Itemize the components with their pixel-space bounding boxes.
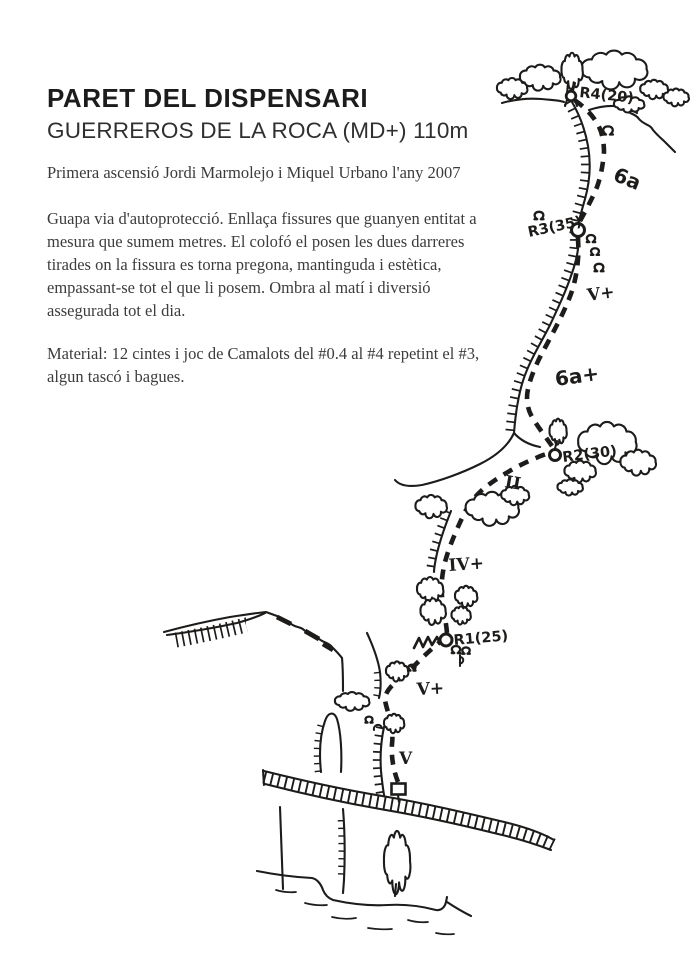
tree-icon bbox=[561, 53, 582, 89]
grade-label-6aplus: 6a+ bbox=[553, 361, 601, 391]
piton-icon bbox=[462, 647, 470, 653]
piton-icon bbox=[535, 212, 544, 219]
belay-circle-r1 bbox=[440, 634, 452, 646]
trail-path bbox=[263, 770, 554, 850]
piton-icon bbox=[587, 235, 596, 242]
route-pitch4 bbox=[573, 99, 604, 221]
pillar-left-edge bbox=[280, 807, 283, 889]
belay-label-r1: R1(25) bbox=[452, 628, 509, 649]
route-pitch3 bbox=[527, 237, 578, 446]
page-title: PARET DEL DISPENSARI bbox=[47, 83, 369, 113]
ridge-step-line bbox=[342, 658, 343, 691]
bush-icon bbox=[451, 606, 470, 624]
bush-icon bbox=[384, 714, 404, 733]
piton-icon bbox=[365, 717, 372, 723]
chimney-arch bbox=[320, 714, 341, 772]
piton-icon bbox=[591, 248, 599, 255]
bush-icon bbox=[455, 586, 477, 607]
ridge-shading bbox=[176, 617, 333, 650]
tree-trunk bbox=[395, 884, 396, 896]
start-sign bbox=[392, 784, 406, 795]
piton-icon bbox=[460, 655, 463, 666]
piton-icon bbox=[603, 126, 613, 134]
protection-symbols bbox=[365, 91, 613, 802]
grade-label-vplus-upper: V+ bbox=[585, 282, 616, 306]
material-info: Material: 12 cintes i joc de Camalots del #0.4 al #4 repetint el #3, algun tascó i bagues. bbox=[47, 344, 480, 386]
bush-icon bbox=[417, 577, 443, 602]
route-pitch2 bbox=[442, 453, 549, 633]
belay-label-r4: R4(20) bbox=[578, 85, 635, 107]
zigzag-flake bbox=[414, 637, 440, 648]
terrain-steps-right bbox=[623, 108, 675, 152]
bush-icon bbox=[420, 598, 445, 625]
grade-label-ii: II bbox=[503, 472, 523, 495]
first-ascent-line: Primera ascensió Jordi Marmolejo i Miquel Urbano l'any 2007 bbox=[47, 163, 461, 182]
belay-label-r3: R3(35) bbox=[526, 213, 584, 241]
bush-icon bbox=[415, 495, 446, 518]
ledge-right bbox=[514, 433, 540, 447]
ground-line bbox=[257, 871, 471, 916]
bush-icon bbox=[557, 479, 582, 495]
route-description: Guapa via d'autoprotecció. Enllaça fissures que guanyen entitat a mesura que sumem metres. El colofó el posen les dues darreres tirades on la fissura es torna pregona, mantinguda i estètica, empassant-se tot el que li posem. Ombra al matí i diversió assegurada tot el dia. bbox=[47, 209, 477, 320]
page-header bbox=[47, 84, 507, 144]
bush-icon bbox=[386, 661, 408, 681]
tree-icon bbox=[384, 831, 410, 894]
grade-label-ivplus: IV+ bbox=[447, 553, 485, 576]
route-name: GUERREROS DE LA ROCA (MD+) 110m bbox=[47, 117, 469, 143]
belay-circle-r2 bbox=[550, 450, 561, 461]
bush-icon bbox=[335, 692, 370, 711]
bush-icon bbox=[663, 89, 688, 107]
bush-icon bbox=[581, 51, 647, 90]
bush-icon bbox=[620, 450, 656, 476]
grade-label-vplus-lower: V+ bbox=[416, 678, 445, 700]
crack-pitch3 bbox=[514, 231, 579, 433]
grade-label-v: V bbox=[399, 749, 413, 769]
crack-pitch1 bbox=[381, 727, 385, 800]
belay-label-r2: R2(30) bbox=[561, 443, 618, 466]
piton-icon bbox=[595, 264, 604, 271]
start-sign-post bbox=[398, 795, 399, 802]
tree-icon bbox=[549, 419, 566, 445]
scree-marks bbox=[276, 890, 454, 934]
grade-label-6a: 6a bbox=[610, 162, 645, 195]
